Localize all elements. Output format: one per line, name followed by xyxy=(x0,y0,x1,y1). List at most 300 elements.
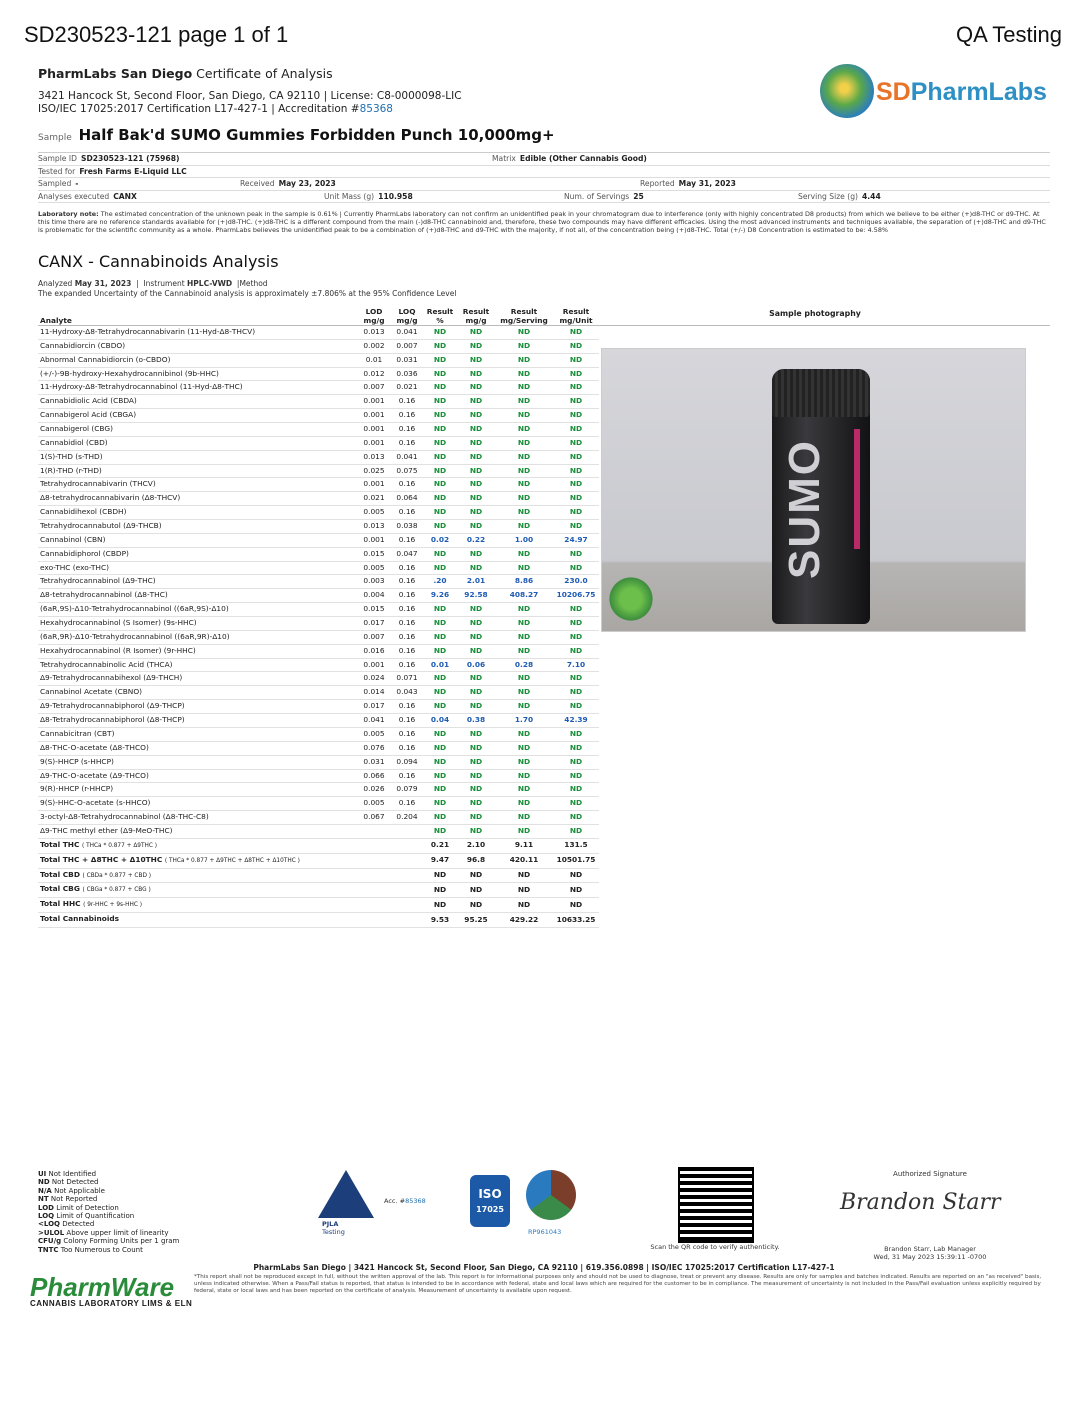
cell-empty xyxy=(391,838,423,853)
table-row xyxy=(38,395,599,409)
cell-empty xyxy=(357,853,391,868)
legend-item: <LOQ Detected xyxy=(38,1220,95,1229)
cell-result-mgunit: ND xyxy=(553,326,599,340)
cell-result-mgserving: ND xyxy=(495,686,553,700)
abbreviation-legend xyxy=(38,1170,179,1254)
cell-lod: 0.004 xyxy=(357,589,391,603)
cell-result-pct: 0.04 xyxy=(423,714,457,728)
cell-loq: 0.16 xyxy=(391,436,423,450)
table-row xyxy=(38,617,599,631)
cell-analyte: (6aR,9S)-Δ10-Tetrahydrocannabinol ((6aR,9S)-Δ10) xyxy=(38,603,357,617)
cell-loq: 0.038 xyxy=(391,520,423,534)
cell-lod: 0.014 xyxy=(357,686,391,700)
cell-result-mgg: ND xyxy=(457,450,495,464)
cell-result-mgserving: ND xyxy=(495,520,553,534)
cell-lod: 0.001 xyxy=(357,658,391,672)
sample-name: Half Bak'd SUMO Gummies Forbidden Punch 10,000mg+ xyxy=(78,126,555,144)
cell-lod: 0.007 xyxy=(357,381,391,395)
cell-result-mgg: ND xyxy=(457,644,495,658)
cell-result-pct: ND xyxy=(423,367,457,381)
cell-result-pct: ND xyxy=(423,520,457,534)
cell-result-mgg: ND xyxy=(457,436,495,450)
total-name: Total HHC ( 9r-HHC + 9s-HHC ) xyxy=(38,898,357,913)
cert-text: ISO/IEC 17025:2017 Certification L17-427-1 | Accreditation # xyxy=(38,103,360,115)
cell-analyte: exo-THC (exo-THC) xyxy=(38,561,357,575)
cell-analyte: Tetrahydrocannabinol (Δ9-THC) xyxy=(38,575,357,589)
table-row xyxy=(38,326,599,340)
cell-empty xyxy=(391,898,423,913)
cell-result-pct: ND xyxy=(423,381,457,395)
cell-loq: 0.16 xyxy=(391,797,423,811)
total-value: 420.11 xyxy=(495,853,553,868)
cell-result-mgserving: ND xyxy=(495,450,553,464)
cell-result-pct: ND xyxy=(423,700,457,714)
cell-result-mgserving: ND xyxy=(495,603,553,617)
cell-result-pct: ND xyxy=(423,797,457,811)
cell-empty xyxy=(357,883,391,898)
cell-result-mgunit: 230.0 xyxy=(553,575,599,589)
cell-result-mgg: ND xyxy=(457,326,495,340)
cell-result-pct: ND xyxy=(423,492,457,506)
cell-analyte: Δ9-THC methyl ether (Δ9-MeO-THC) xyxy=(38,824,357,838)
analysis-info: Analyzed May 31, 2023 | Instrument HPLC-VWD |Method The expanded Uncertainty of the Cannabinoid analysis is approximately ±7.806% at the 95% Confidence Level xyxy=(38,279,457,298)
col-lod: LOD mg/g xyxy=(357,303,391,326)
cell-result-mgg: ND xyxy=(457,603,495,617)
cell-result-pct: ND xyxy=(423,409,457,423)
cell-lod: 0.026 xyxy=(357,783,391,797)
cell-result-pct: ND xyxy=(423,824,457,838)
cell-empty xyxy=(391,913,423,928)
cell-result-mgg: 0.22 xyxy=(457,533,495,547)
cell-result-mgserving: ND xyxy=(495,367,553,381)
cell-result-pct: ND xyxy=(423,326,457,340)
signature-image: Brandon Starr xyxy=(840,1190,1001,1215)
lab-name: PharmLabs San Diego xyxy=(38,66,193,81)
table-row xyxy=(38,672,599,686)
table-row xyxy=(38,409,599,423)
cell-lod: 0.076 xyxy=(357,741,391,755)
cell-result-mgunit: ND xyxy=(553,644,599,658)
cell-lod: 0.015 xyxy=(357,603,391,617)
cell-result-mgserving: ND xyxy=(495,727,553,741)
cell-result-pct: ND xyxy=(423,811,457,825)
cell-result-pct: 9.26 xyxy=(423,589,457,603)
cell-result-pct: 0.02 xyxy=(423,533,457,547)
total-row xyxy=(38,913,599,928)
cell-result-pct: ND xyxy=(423,436,457,450)
table-row xyxy=(38,755,599,769)
total-name: Total Cannabinoids xyxy=(38,913,357,928)
cell-result-mgserving: ND xyxy=(495,811,553,825)
cell-lod: 0.01 xyxy=(357,353,391,367)
total-value: 95.25 xyxy=(457,913,495,928)
cell-result-mgserving: ND xyxy=(495,326,553,340)
cell-result-pct: ND xyxy=(423,755,457,769)
cell-result-mgserving: ND xyxy=(495,339,553,353)
cell-result-mgunit: 7.10 xyxy=(553,658,599,672)
cell-loq: 0.16 xyxy=(391,409,423,423)
cell-analyte: (+/-)-9B-hydroxy-Hexahydrocannibinol (9b-HHC) xyxy=(38,367,357,381)
cell-analyte: Δ8-tetrahydrocannabivarin (Δ8-THCV) xyxy=(38,492,357,506)
cell-result-mgserving: ND xyxy=(495,561,553,575)
cell-loq: 0.16 xyxy=(391,575,423,589)
pjla-badge xyxy=(318,1170,378,1236)
cell-result-mgunit: ND xyxy=(553,339,599,353)
cell-analyte: 9(S)-HHC-O-acetate (s-HHCO) xyxy=(38,797,357,811)
col-mgs: Result mg/Serving xyxy=(495,303,553,326)
table-row xyxy=(38,547,599,561)
total-value: 0.21 xyxy=(423,838,457,853)
table-row xyxy=(38,506,599,520)
cell-result-mgunit: ND xyxy=(553,506,599,520)
cell-result-mgunit: ND xyxy=(553,824,599,838)
qa-testing-header: QA Testing xyxy=(956,22,1062,47)
cell-result-pct: ND xyxy=(423,617,457,631)
legend-item: >ULOL Above upper limit of linearity xyxy=(38,1228,169,1237)
total-value: ND xyxy=(553,868,599,883)
cell-result-mgg: ND xyxy=(457,741,495,755)
cell-result-mgunit: ND xyxy=(553,630,599,644)
cell-lod: 0.005 xyxy=(357,561,391,575)
cell-result-mgunit: ND xyxy=(553,492,599,506)
product-bottle-image xyxy=(772,369,870,624)
cell-result-mgg: ND xyxy=(457,630,495,644)
cell-result-mgg: ND xyxy=(457,811,495,825)
total-value: 131.5 xyxy=(553,838,599,853)
cell-result-pct: ND xyxy=(423,644,457,658)
bottle-brand-text: SUMO xyxy=(780,439,829,579)
cell-result-mgg: ND xyxy=(457,381,495,395)
cell-result-mgg: ND xyxy=(457,339,495,353)
col-analyte: Analyte xyxy=(38,303,357,326)
cell-result-mgserving: ND xyxy=(495,755,553,769)
cell-loq: 0.16 xyxy=(391,395,423,409)
cell-result-mgunit: ND xyxy=(553,436,599,450)
legend-item: UI Not Identified xyxy=(38,1170,97,1178)
cell-result-pct: ND xyxy=(423,783,457,797)
qr-code[interactable] xyxy=(678,1167,754,1243)
cell-analyte: Cannabigerol Acid (CBGA) xyxy=(38,409,357,423)
cell-result-mgg: 2.01 xyxy=(457,575,495,589)
cell-result-mgserving: ND xyxy=(495,464,553,478)
total-name: Total THC ( THCa * 0.877 + Δ9THC ) xyxy=(38,838,357,853)
cell-result-pct: ND xyxy=(423,769,457,783)
cell-result-pct: ND xyxy=(423,561,457,575)
cell-result-mgunit: ND xyxy=(553,741,599,755)
cell-loq: 0.16 xyxy=(391,700,423,714)
cell-result-mgunit: ND xyxy=(553,700,599,714)
cell-result-mgserving: ND xyxy=(495,381,553,395)
cell-result-mgserving: ND xyxy=(495,769,553,783)
cell-result-mgg: ND xyxy=(457,367,495,381)
cell-loq: 0.16 xyxy=(391,644,423,658)
cell-result-mgserving: ND xyxy=(495,741,553,755)
lab-title xyxy=(38,66,333,81)
total-row xyxy=(38,898,599,913)
cell-analyte: Cannabidiorcin (CBDO) xyxy=(38,339,357,353)
total-value: 429.22 xyxy=(495,913,553,928)
cell-empty xyxy=(391,883,423,898)
cell-loq: 0.007 xyxy=(391,339,423,353)
cell-empty xyxy=(357,898,391,913)
cell-lod: 0.001 xyxy=(357,395,391,409)
cell-loq: 0.16 xyxy=(391,603,423,617)
cell-result-mgserving: 0.28 xyxy=(495,658,553,672)
total-name: Total CBD ( CBDa * 0.877 + CBD ) xyxy=(38,868,357,883)
cell-lod xyxy=(357,824,391,838)
document-type: Certificate of Analysis xyxy=(196,66,333,81)
cell-result-mgunit: 10206.75 xyxy=(553,589,599,603)
cell-analyte: 9(R)-HHCP (r-HHCP) xyxy=(38,783,357,797)
cell-lod: 0.013 xyxy=(357,520,391,534)
cell-result-mgserving: ND xyxy=(495,492,553,506)
cell-result-mgserving: ND xyxy=(495,797,553,811)
cell-loq: 0.075 xyxy=(391,464,423,478)
cell-result-mgg: ND xyxy=(457,700,495,714)
table-row xyxy=(38,644,599,658)
lab-address xyxy=(38,90,462,116)
table-row xyxy=(38,339,599,353)
cell-result-mgserving: 1.00 xyxy=(495,533,553,547)
table-row xyxy=(38,630,599,644)
cell-result-pct: ND xyxy=(423,686,457,700)
cell-result-mgserving: ND xyxy=(495,423,553,437)
cell-result-pct: ND xyxy=(423,741,457,755)
total-value: ND xyxy=(457,868,495,883)
cell-lod: 0.015 xyxy=(357,547,391,561)
total-value: 10633.25 xyxy=(553,913,599,928)
cell-result-mgunit: ND xyxy=(553,478,599,492)
cell-loq: 0.16 xyxy=(391,658,423,672)
cell-result-mgunit: ND xyxy=(553,353,599,367)
cell-result-mgserving: ND xyxy=(495,824,553,838)
table-row xyxy=(38,367,599,381)
cell-result-mgserving: ND xyxy=(495,547,553,561)
table-row xyxy=(38,436,599,450)
iso-badge: ISO 17025 xyxy=(470,1175,510,1227)
cell-result-mgserving: ND xyxy=(495,506,553,520)
table-row xyxy=(38,520,599,534)
cell-result-pct: ND xyxy=(423,478,457,492)
cell-analyte: Δ9-THC-O-acetate (Δ9-THCO) xyxy=(38,769,357,783)
cell-result-mgunit: ND xyxy=(553,727,599,741)
section-title: CANX - Cannabinoids Analysis xyxy=(38,252,279,271)
total-value: ND xyxy=(457,883,495,898)
table-row xyxy=(38,797,599,811)
table-row xyxy=(38,533,599,547)
cell-loq: 0.16 xyxy=(391,589,423,603)
table-row xyxy=(38,714,599,728)
total-name: Total THC + Δ8THC + Δ10THC ( THCa * 0.877 + Δ9THC + Δ8THC + Δ10THC ) xyxy=(38,853,357,868)
cell-result-pct: ND xyxy=(423,423,457,437)
cell-lod: 0.013 xyxy=(357,450,391,464)
cell-analyte: Δ8-tetrahydrocannabinol (Δ8-THC) xyxy=(38,589,357,603)
cell-analyte: Tetrahydrocannabinolic Acid (THCA) xyxy=(38,658,357,672)
total-value: 9.11 xyxy=(495,838,553,853)
cell-result-mgg: ND xyxy=(457,395,495,409)
cell-loq: 0.043 xyxy=(391,686,423,700)
cell-lod: 0.012 xyxy=(357,367,391,381)
legend-item: TNTC Too Numerous to Count xyxy=(38,1245,143,1254)
cell-lod: 0.005 xyxy=(357,727,391,741)
cell-result-mgg: ND xyxy=(457,797,495,811)
cell-analyte: Δ9-Tetrahydrocannabihexol (Δ9-THCH) xyxy=(38,672,357,686)
cell-loq: 0.16 xyxy=(391,714,423,728)
total-row xyxy=(38,868,599,883)
cell-result-mgg: ND xyxy=(457,672,495,686)
cell-loq: 0.036 xyxy=(391,367,423,381)
table-row xyxy=(38,561,599,575)
table-row xyxy=(38,741,599,755)
cell-lod: 0.067 xyxy=(357,811,391,825)
cell-result-pct: ND xyxy=(423,630,457,644)
cell-result-mgunit: ND xyxy=(553,672,599,686)
cell-result-mgg: ND xyxy=(457,423,495,437)
cell-lod: 0.005 xyxy=(357,797,391,811)
table-row xyxy=(38,381,599,395)
cell-result-mgserving: ND xyxy=(495,436,553,450)
total-value: ND xyxy=(495,868,553,883)
total-value: ND xyxy=(423,883,457,898)
table-row xyxy=(38,811,599,825)
cell-result-mgunit: ND xyxy=(553,547,599,561)
table-row xyxy=(38,727,599,741)
table-row xyxy=(38,769,599,783)
cell-result-mgserving: ND xyxy=(495,630,553,644)
cell-loq xyxy=(391,824,423,838)
cell-loq: 0.16 xyxy=(391,506,423,520)
cell-result-mgserving: ND xyxy=(495,395,553,409)
legend-item: N/A Not Applicable xyxy=(38,1186,105,1195)
total-value: ND xyxy=(457,898,495,913)
cert-line xyxy=(38,103,462,116)
cell-loq: 0.16 xyxy=(391,478,423,492)
table-row xyxy=(38,783,599,797)
cell-lod: 0.017 xyxy=(357,617,391,631)
cell-lod: 0.066 xyxy=(357,769,391,783)
cell-result-mgunit: ND xyxy=(553,381,599,395)
pharmware-logo: PharmWare CANNABIS LABORATORY LIMS & ELN xyxy=(30,1272,193,1308)
table-row xyxy=(38,450,599,464)
cell-analyte: Hexahydrocannabinol (R Isomer) (9r-HHC) xyxy=(38,644,357,658)
cell-result-mgserving: ND xyxy=(495,700,553,714)
table-row xyxy=(38,464,599,478)
accreditation-seal-icon xyxy=(526,1170,576,1220)
table-header-row xyxy=(38,303,599,326)
cell-loq: 0.16 xyxy=(391,423,423,437)
cell-result-pct: ND xyxy=(423,547,457,561)
globe-logo-icon xyxy=(820,64,874,118)
cell-lod: 0.003 xyxy=(357,575,391,589)
cell-analyte: Cannabidiolic Acid (CBDA) xyxy=(38,395,357,409)
table-row xyxy=(38,686,599,700)
cell-analyte: (6aR,9R)-Δ10-Tetrahydrocannabinol ((6aR,9R)-Δ10) xyxy=(38,630,357,644)
cell-lod: 0.001 xyxy=(357,436,391,450)
sample-label: Sample xyxy=(38,133,72,143)
meta-row: Sample ID SD230523-121 (75968) Matrix Edible (Other Cannabis Good) xyxy=(38,152,1050,166)
cell-result-mgunit: ND xyxy=(553,603,599,617)
cell-result-mgg: ND xyxy=(457,769,495,783)
cell-result-pct: ND xyxy=(423,395,457,409)
cell-result-pct: ND xyxy=(423,603,457,617)
cell-result-pct: 0.01 xyxy=(423,658,457,672)
cell-result-pct: ND xyxy=(423,464,457,478)
qr-caption: Scan the QR code to verify authenticity. xyxy=(650,1243,780,1251)
cell-empty xyxy=(357,838,391,853)
table-row xyxy=(38,423,599,437)
cell-lod: 0.002 xyxy=(357,339,391,353)
cell-loq: 0.041 xyxy=(391,450,423,464)
cell-result-mgserving: 8.86 xyxy=(495,575,553,589)
total-value: ND xyxy=(495,883,553,898)
sample-photo xyxy=(601,348,1026,632)
cell-loq: 0.16 xyxy=(391,561,423,575)
cell-empty xyxy=(357,913,391,928)
cell-result-mgg: ND xyxy=(457,506,495,520)
address-line: 3421 Hancock St, Second Floor, San Diego, CA 92110 | License: C8-0000098-LIC xyxy=(38,90,462,102)
cell-analyte: Tetrahydrocannabutol (Δ9-THCB) xyxy=(38,520,357,534)
cell-result-mgunit: ND xyxy=(553,783,599,797)
total-value: ND xyxy=(553,883,599,898)
cell-result-mgg: ND xyxy=(457,727,495,741)
meta-row: Sampled - Received May 23, 2023 Reported May 31, 2023 xyxy=(38,178,1050,191)
cell-lod: 0.021 xyxy=(357,492,391,506)
cell-lod: 0.005 xyxy=(357,506,391,520)
cell-loq: 0.16 xyxy=(391,617,423,631)
total-value: 96.8 xyxy=(457,853,495,868)
cell-analyte: Hexahydrocannabinol (S Isomer) (9s-HHC) xyxy=(38,617,357,631)
cell-result-mgg: ND xyxy=(457,561,495,575)
cell-loq: 0.16 xyxy=(391,727,423,741)
cell-result-mgunit: ND xyxy=(553,797,599,811)
cell-analyte: 1(R)-THD (r-THD) xyxy=(38,464,357,478)
cell-loq: 0.16 xyxy=(391,769,423,783)
total-name: Total CBG ( CBGa * 0.877 + CBG ) xyxy=(38,883,357,898)
cell-result-mgg: ND xyxy=(457,464,495,478)
total-value: 9.47 xyxy=(423,853,457,868)
cell-result-mgunit: ND xyxy=(553,395,599,409)
cell-result-mgserving: 408.27 xyxy=(495,589,553,603)
total-row xyxy=(38,838,599,853)
cell-analyte: Cannabidihexol (CBDH) xyxy=(38,506,357,520)
cell-result-mgserving: 1.70 xyxy=(495,714,553,728)
cell-result-pct: ND xyxy=(423,339,457,353)
sample-title xyxy=(38,126,555,144)
cell-analyte: 11-Hydroxy-Δ8-Tetrahydrocannabinol (11-Hyd-Δ8-THC) xyxy=(38,381,357,395)
cell-result-mgg: ND xyxy=(457,353,495,367)
logo-wordmark: SDPharmLabs xyxy=(876,78,1047,106)
cell-analyte: Δ8-THC-O-acetate (Δ8-THCO) xyxy=(38,741,357,755)
cannabinoid-table xyxy=(38,303,599,928)
legend-item: CFU/g Colony Forming Units per 1 gram xyxy=(38,1237,180,1246)
cell-empty xyxy=(357,868,391,883)
cell-result-mgg: ND xyxy=(457,686,495,700)
cell-lod: 0.001 xyxy=(357,423,391,437)
cell-result-pct: ND xyxy=(423,672,457,686)
cell-result-pct: .20 xyxy=(423,575,457,589)
cell-result-pct: ND xyxy=(423,727,457,741)
cell-loq: 0.079 xyxy=(391,783,423,797)
cell-result-mgg: 92.58 xyxy=(457,589,495,603)
signature-label: Authorized Signature xyxy=(893,1170,967,1178)
total-value: ND xyxy=(423,868,457,883)
accreditation-link[interactable]: 85368 xyxy=(359,103,393,115)
legend-item: LOQ Limit of Quantification xyxy=(38,1212,135,1221)
label-stripe xyxy=(854,429,860,549)
cell-loq: 0.16 xyxy=(391,533,423,547)
cell-result-mgg: ND xyxy=(457,520,495,534)
cell-loq: 0.064 xyxy=(391,492,423,506)
